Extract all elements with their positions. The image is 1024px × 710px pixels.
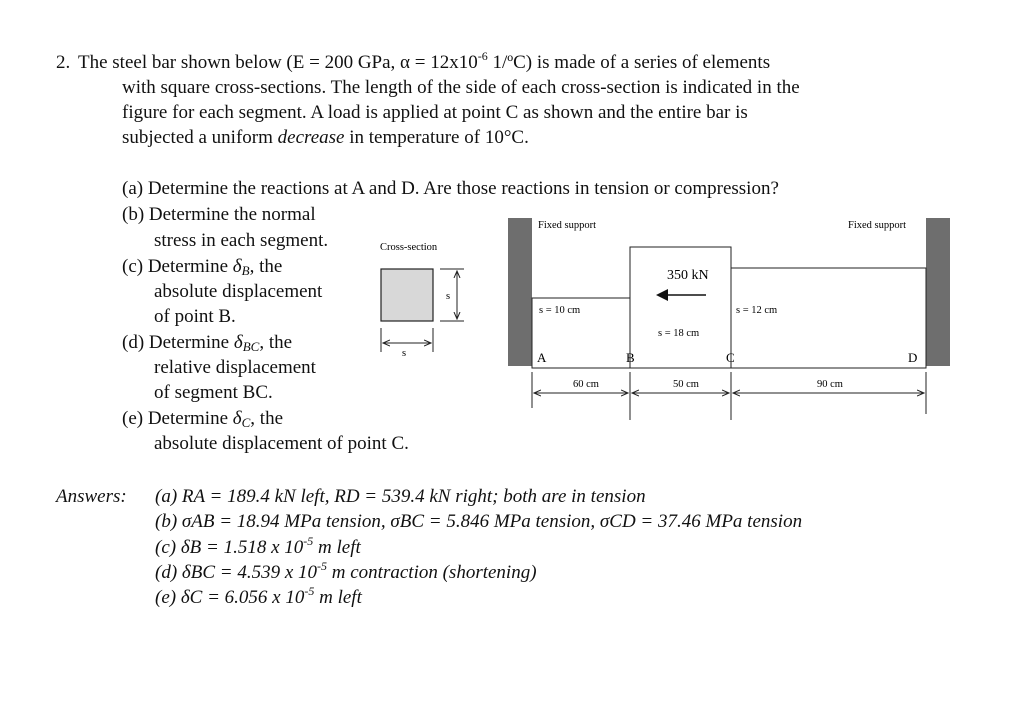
question-e-prefix: (e) Determine bbox=[122, 408, 233, 429]
answer-a: (a) RA = 189.4 kN left, RD = 539.4 kN right; both are in tension bbox=[155, 486, 646, 507]
answer-e-part-b: m left bbox=[314, 587, 362, 608]
answer-b: (b) σAB = 18.94 MPa tension, σBC = 5.846 MPa tension, σCD = 37.46 MPa tension bbox=[155, 511, 803, 532]
question-d-line-3: of segment BC. bbox=[154, 382, 273, 403]
question-d-line-2: relative displacement bbox=[154, 357, 316, 378]
question-d-subscript: BC bbox=[242, 339, 260, 354]
problem-intro-line-2: with square cross-sections. The length of the side of each cross-section is indicated in the bbox=[122, 77, 800, 98]
question-e-line-2: absolute displacement of point C. bbox=[154, 433, 409, 454]
segment-cd bbox=[731, 268, 926, 368]
question-e-subscript: C bbox=[241, 415, 251, 430]
problem-intro-line-3: figure for each segment. A load is applied at point C as shown and the entire bar is bbox=[122, 102, 748, 123]
len-bc-label: 50 cm bbox=[673, 379, 699, 390]
cross-section-title: Cross-section bbox=[380, 242, 438, 253]
segment-ab-size-label: s = 10 cm bbox=[539, 305, 581, 316]
answer-e bbox=[155, 585, 362, 610]
point-a-label: A bbox=[537, 350, 547, 365]
answer-c-part-a: (c) δB = 1.518 x 10 bbox=[155, 537, 304, 558]
point-b-label: B bbox=[626, 350, 635, 365]
question-c-subscript: B bbox=[241, 263, 250, 278]
question-b-line-2: stress in each segment. bbox=[154, 230, 329, 251]
intro-line-4-part-a: subjected a uniform bbox=[122, 127, 278, 148]
point-c-label: C bbox=[726, 350, 735, 365]
answer-c-part-b: m left bbox=[313, 537, 361, 558]
point-d-label: D bbox=[908, 350, 918, 365]
intro-line-1-part-a: The steel bar shown below (E = 200 GPa, α = 12x10 bbox=[78, 52, 478, 73]
intro-line-4-part-b: in temperature of 10°C. bbox=[344, 127, 529, 148]
answers-label: Answers: bbox=[56, 486, 127, 507]
cross-section-square bbox=[381, 269, 433, 321]
segment-bc bbox=[630, 247, 731, 368]
right-fixed-support bbox=[926, 218, 950, 366]
question-c-prefix: (c) Determine bbox=[122, 256, 233, 277]
cross-section-side-v-label: s bbox=[446, 291, 451, 302]
answer-d-exponent: -5 bbox=[317, 559, 328, 573]
cross-section-side-h-label: s bbox=[402, 348, 407, 359]
question-c-suffix: , the bbox=[249, 256, 283, 277]
question-c-symbol: δ bbox=[232, 256, 242, 277]
question-c-line-2: absolute displacement bbox=[154, 281, 323, 302]
answer-d bbox=[155, 560, 537, 585]
question-e-suffix: , the bbox=[250, 408, 284, 429]
question-d-suffix: , the bbox=[259, 332, 293, 353]
answer-c-exponent: -5 bbox=[303, 534, 314, 548]
answer-d-part-b: m contraction (shortening) bbox=[327, 562, 537, 583]
left-fixed-support bbox=[508, 218, 532, 366]
question-b-line-1: (b) Determine the normal bbox=[122, 204, 316, 225]
left-fixed-support-label: Fixed support bbox=[538, 220, 597, 231]
answer-c bbox=[155, 535, 361, 560]
question-c-line-3: of point B. bbox=[154, 306, 236, 327]
answer-d-part-a: (d) δBC = 4.539 x 10 bbox=[155, 562, 318, 583]
question-a: (a) Determine the reactions at A and D. Are those reactions in tension or compression? bbox=[122, 178, 779, 199]
answer-e-part-a: (e) δC = 6.056 x 10 bbox=[155, 587, 305, 608]
intro-line-4-emphasis: decrease bbox=[277, 127, 345, 148]
problem-number: 2. bbox=[56, 52, 71, 73]
intro-line-1-part-b: 1/ºC) is made of a series of elements bbox=[487, 52, 771, 73]
answer-e-exponent: -5 bbox=[304, 584, 315, 598]
question-d-symbol: δ bbox=[233, 332, 243, 353]
segment-cd-size-label: s = 12 cm bbox=[736, 305, 778, 316]
load-label: 350 kN bbox=[667, 268, 709, 283]
question-e-symbol: δ bbox=[232, 408, 242, 429]
segment-bc-size-label: s = 18 cm bbox=[658, 328, 700, 339]
question-d-prefix: (d) Determine bbox=[122, 332, 234, 353]
len-ab-label: 60 cm bbox=[573, 379, 599, 390]
intro-line-1-exponent: -6 bbox=[477, 49, 488, 63]
right-fixed-support-label: Fixed support bbox=[848, 220, 907, 231]
len-cd-label: 90 cm bbox=[817, 379, 843, 390]
